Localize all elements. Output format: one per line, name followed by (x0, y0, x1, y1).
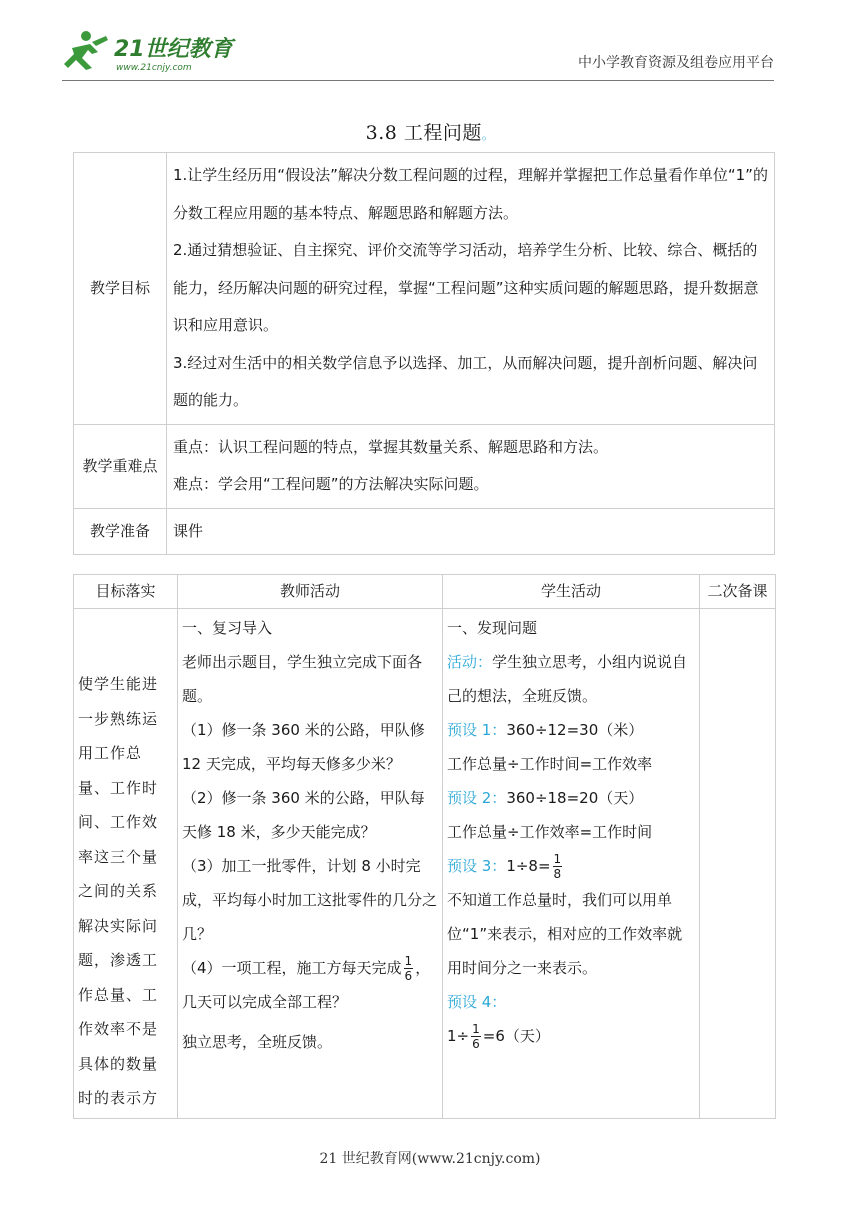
key-point: 重点：认识工程问题的特点，掌握其数量关系、解题思路和方法。 (173, 437, 609, 456)
page-title: 3.8 工程问题。 (365, 122, 495, 144)
col-header-teacher: 教师活动 (178, 575, 443, 609)
table-row (74, 609, 776, 1119)
preparation-content (167, 508, 775, 555)
fraction-one-eighth: $\frac{1}{8}$ (553, 852, 562, 881)
row-label-key-points: 教学重难点 (74, 424, 167, 508)
goal-text: 使学生能进一步熟练运用工作总量、工作时间、工作效率这三个量之间的关系解决实际问题，渗透工作总量、工作效率不是具体的数量时的表示方 (78, 675, 159, 1107)
row-label-preparation: 教学准备 (74, 508, 167, 555)
fraction-one-sixth: $\frac{1}{6}$ (404, 954, 413, 983)
activity-table (73, 574, 776, 1119)
table-row (74, 508, 775, 555)
platform-name: 中小学教育资源及组卷应用平台 (578, 55, 774, 71)
page-footer: 21 世纪教育网(www.21cnjy.com) (319, 1151, 541, 1167)
col-header-student: 学生活动 (443, 575, 700, 609)
page-header (0, 0, 860, 100)
row-label-objectives: 教学目标 (74, 153, 167, 425)
table-row (74, 153, 775, 425)
preset-2: 预设 2：360÷18=20（天） (447, 789, 644, 807)
col-header-goal: 目标落实 (74, 575, 178, 609)
student-activity: 活动：学生独立思考，小组内说说自己的想法，全班反馈。 (447, 653, 688, 705)
teacher-closing: 独立思考，全班反馈。 (182, 1033, 333, 1051)
table-header-row (74, 575, 776, 609)
second-prep-cell (700, 609, 776, 1119)
preparation-item: 课件 (173, 521, 204, 540)
preset-1-relation: 工作总量÷工作时间=工作效率 (447, 755, 653, 773)
preset-2-relation: 工作总量÷工作效率=工作时间 (447, 823, 653, 841)
teacher-heading: 一、复习导入 (182, 619, 273, 637)
lesson-info-table (73, 152, 775, 555)
question-3: （3）加工一批零件，计划 8 小时完成，平均每小时加工这批零件的几分之几？ (182, 857, 438, 943)
objective-3: 3.经过对生活中的相关数学信息予以选择、加工，从而解决问题，提升剖析问题、解决问题的能力。 (173, 353, 758, 409)
question-1: （1）修一条 360 米的公路，甲队修 12 天完成，平均每天修多少米？ (182, 721, 425, 773)
objectives-content (167, 153, 775, 425)
student-activity-cell (443, 609, 700, 1119)
svg-text:www.21cnjy.com: www.21cnjy.com (116, 63, 192, 73)
teacher-intro: 老师出示题目，学生独立完成下面各题。 (182, 653, 423, 705)
student-heading: 一、发现问题 (447, 619, 538, 637)
difficult-point: 难点：学会用“工程问题”的方法解决实际问题。 (173, 475, 489, 493)
objective-1: 1.让学生经历用“假设法”解决分数工程问题的过程，理解并掌握把工作总量看作单位“1”的分数工程应用题的基本特点、解题思路和解题方法。 (173, 166, 768, 222)
objective-2: 2.通过猜想验证、自主探究、评价交流等学习活动，培养学生分析、比较、综合、概括的能力，经历解决问题的研究过程，掌握“工程问题”这种实质问题的解题思路，提升数据意识和应用意识。 (173, 241, 759, 334)
table-row (74, 424, 775, 508)
preset-3: 预设 3：1÷8= $\frac{1}{8}$ (447, 852, 562, 881)
question-4: （4）一项工程，施工方每天完成 $\frac{1}{6}$ ，几天可以完成全部工程？ (182, 954, 431, 1011)
col-header-second-prep: 二次备课 (700, 575, 776, 609)
header-divider (62, 80, 774, 81)
logo-21cnjy (62, 28, 242, 76)
preset-4: 预设 4： (447, 993, 507, 1011)
unit-one-explanation: 不知道工作总量时，我们可以用单位“1”来表示，相对应的工作效率就用时间分之一来表示。 (447, 891, 683, 977)
fraction-one-sixth: $\frac{1}{6}$ (472, 1022, 480, 1051)
preset-1: 预设 1：360÷12=30（米） (447, 721, 644, 739)
svg-text:21世纪教育: 21世纪教育 (114, 37, 233, 62)
key-points-content (167, 424, 775, 508)
preset-4-equation: 1÷ $\frac{1}{6}$ =6（天） (447, 1022, 550, 1051)
teacher-activity-cell (178, 609, 443, 1119)
question-2: （2）修一条 360 米的公路，甲队每天修 18 米，多少天能完成？ (182, 789, 425, 841)
goal-cell (74, 609, 178, 1119)
